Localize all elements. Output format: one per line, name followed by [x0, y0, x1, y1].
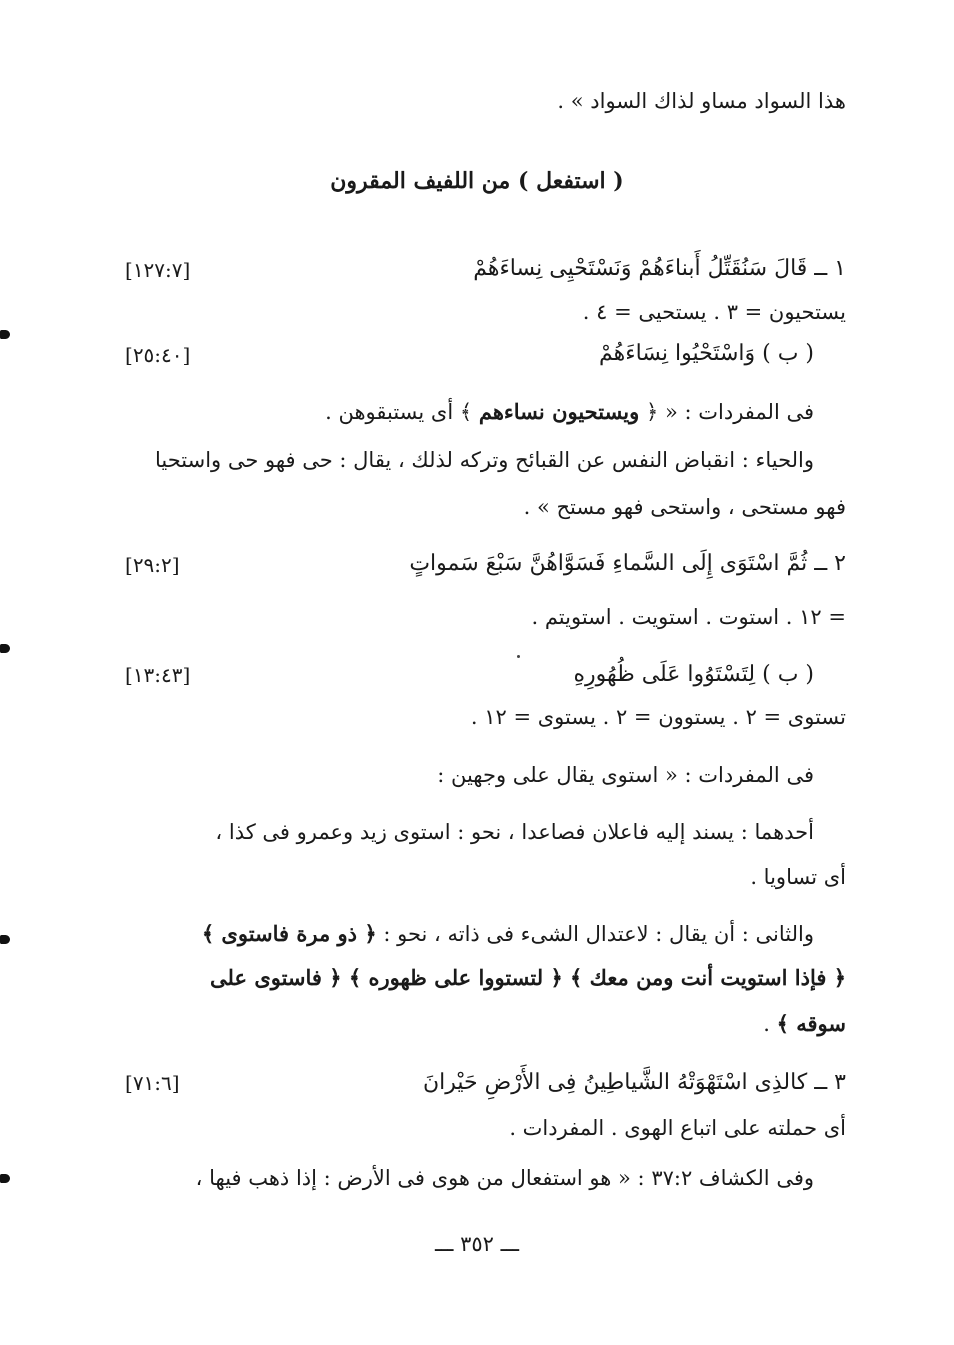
entry1-note3: فهو مستحى ، واستحى فهو مستح » . — [523, 495, 846, 519]
entry2-verse-b: ( ب ) لِتَسْتَوُوا عَلَى ظُهُورِهِ — [573, 662, 814, 687]
intro-line: هذا السواد مساو لذاك السواد » . — [557, 89, 846, 113]
entry2-note3: أى تساويا . — [750, 865, 846, 889]
entry2-counts: = ١٢ . استوت . استويت . استويتم . — [531, 605, 846, 629]
section-title: ( استفعل ) من اللفيف المقرون — [330, 168, 624, 194]
scan-mark — [0, 1174, 10, 1183]
entry2-counts-b: تستوى = ٢ . يستوون = ٢ . يستوى = ١٢ . — [470, 705, 846, 729]
entry2-note6-tail: . — [763, 1012, 770, 1036]
entry2-note1: فى المفردات : « استوى يقال على وجهين : — [437, 763, 814, 787]
entry3-note1: أى حملته على اتباع الهوى . المفردات . — [509, 1116, 846, 1140]
entry2-verse: ٢ ــ ثُمَّ اسْتَوَى إِلَى السَّماءِ فَسَوَّاهُنَّ سَبْعَ سَمواتٍ — [409, 551, 846, 576]
entry2-ref: [٢٩:٢] — [125, 553, 180, 577]
entry2-note4-bold: ﴿ ذو مرة فاستوى ﴾ — [201, 921, 377, 946]
scan-mark — [0, 330, 10, 339]
entry1-note-lead: فى المفردات : « ﴿ — [645, 400, 814, 424]
entry2-note2: أحدهما : يسند إليه فاعلان فصاعدا ، نحو : استوى زيد وعمرو فى كذا ، — [215, 820, 814, 844]
entry2-note4-lead: والثانى : أن يقال : لاعتدال الشىء فى ذاته ، نحو : — [383, 922, 814, 946]
entry2-note5: ﴿ فإذا استويت أنت ومن معك ﴾ ﴿ لتستووا على ظهوره ﴾ ﴿ فاستوى على — [210, 965, 846, 990]
entry1-ref-b: [٢٥:٤٠] — [125, 343, 191, 367]
entry1-note-tail: ﴾ أى يستبقوهن . — [325, 400, 473, 424]
scan-mark — [0, 935, 10, 944]
entry1-verse-b: ( ب ) وَاسْتَحْيُوا نِسَاءَهُمْ — [598, 341, 814, 366]
page-number: ـــ ٣٥٢ ـــ — [434, 1232, 520, 1256]
entry1-note1 — [325, 397, 814, 427]
entry1-note2: والحياء : انقباض النفس عن القبائح وتركه لذلك ، يقال : حى فهو حى واستحيا — [154, 448, 814, 472]
entry3-ref: [٧١:٦] — [125, 1071, 180, 1095]
entry3-verse: ٣ ــ كالذِى اسْتَهْوَتْهُ الشَّياطِينُ فِى الأَرْضِ حَيْرانَ — [423, 1070, 846, 1095]
entry1-note-bold: ويستحيون نساءهم — [478, 399, 640, 424]
entry1-counts: يستحيون = ٣ . يستحيى = ٤ . — [582, 300, 846, 324]
entry1-ref: [١٢٧:٧] — [125, 258, 191, 282]
entry2-note6 — [763, 1009, 846, 1039]
entry2-note4 — [202, 919, 814, 949]
entry3-note2: وفى الكشاف ٣٧:٢ : « هو استفعال من هوى فى الأرض : إذا ذهب فيها ، — [195, 1166, 814, 1190]
scan-mark — [0, 644, 10, 653]
entry2-note6-bold: سوقه ﴾ — [776, 1011, 846, 1036]
entry1-verse: ١ ــ قَالَ سَنُقَتِّلُ أَبناءَهُمْ وَنَسْتَحْيِى نِساءَهُمْ — [473, 256, 846, 281]
entry2-ref-b: [١٣:٤٣] — [125, 663, 191, 687]
scan-speck — [517, 655, 520, 658]
